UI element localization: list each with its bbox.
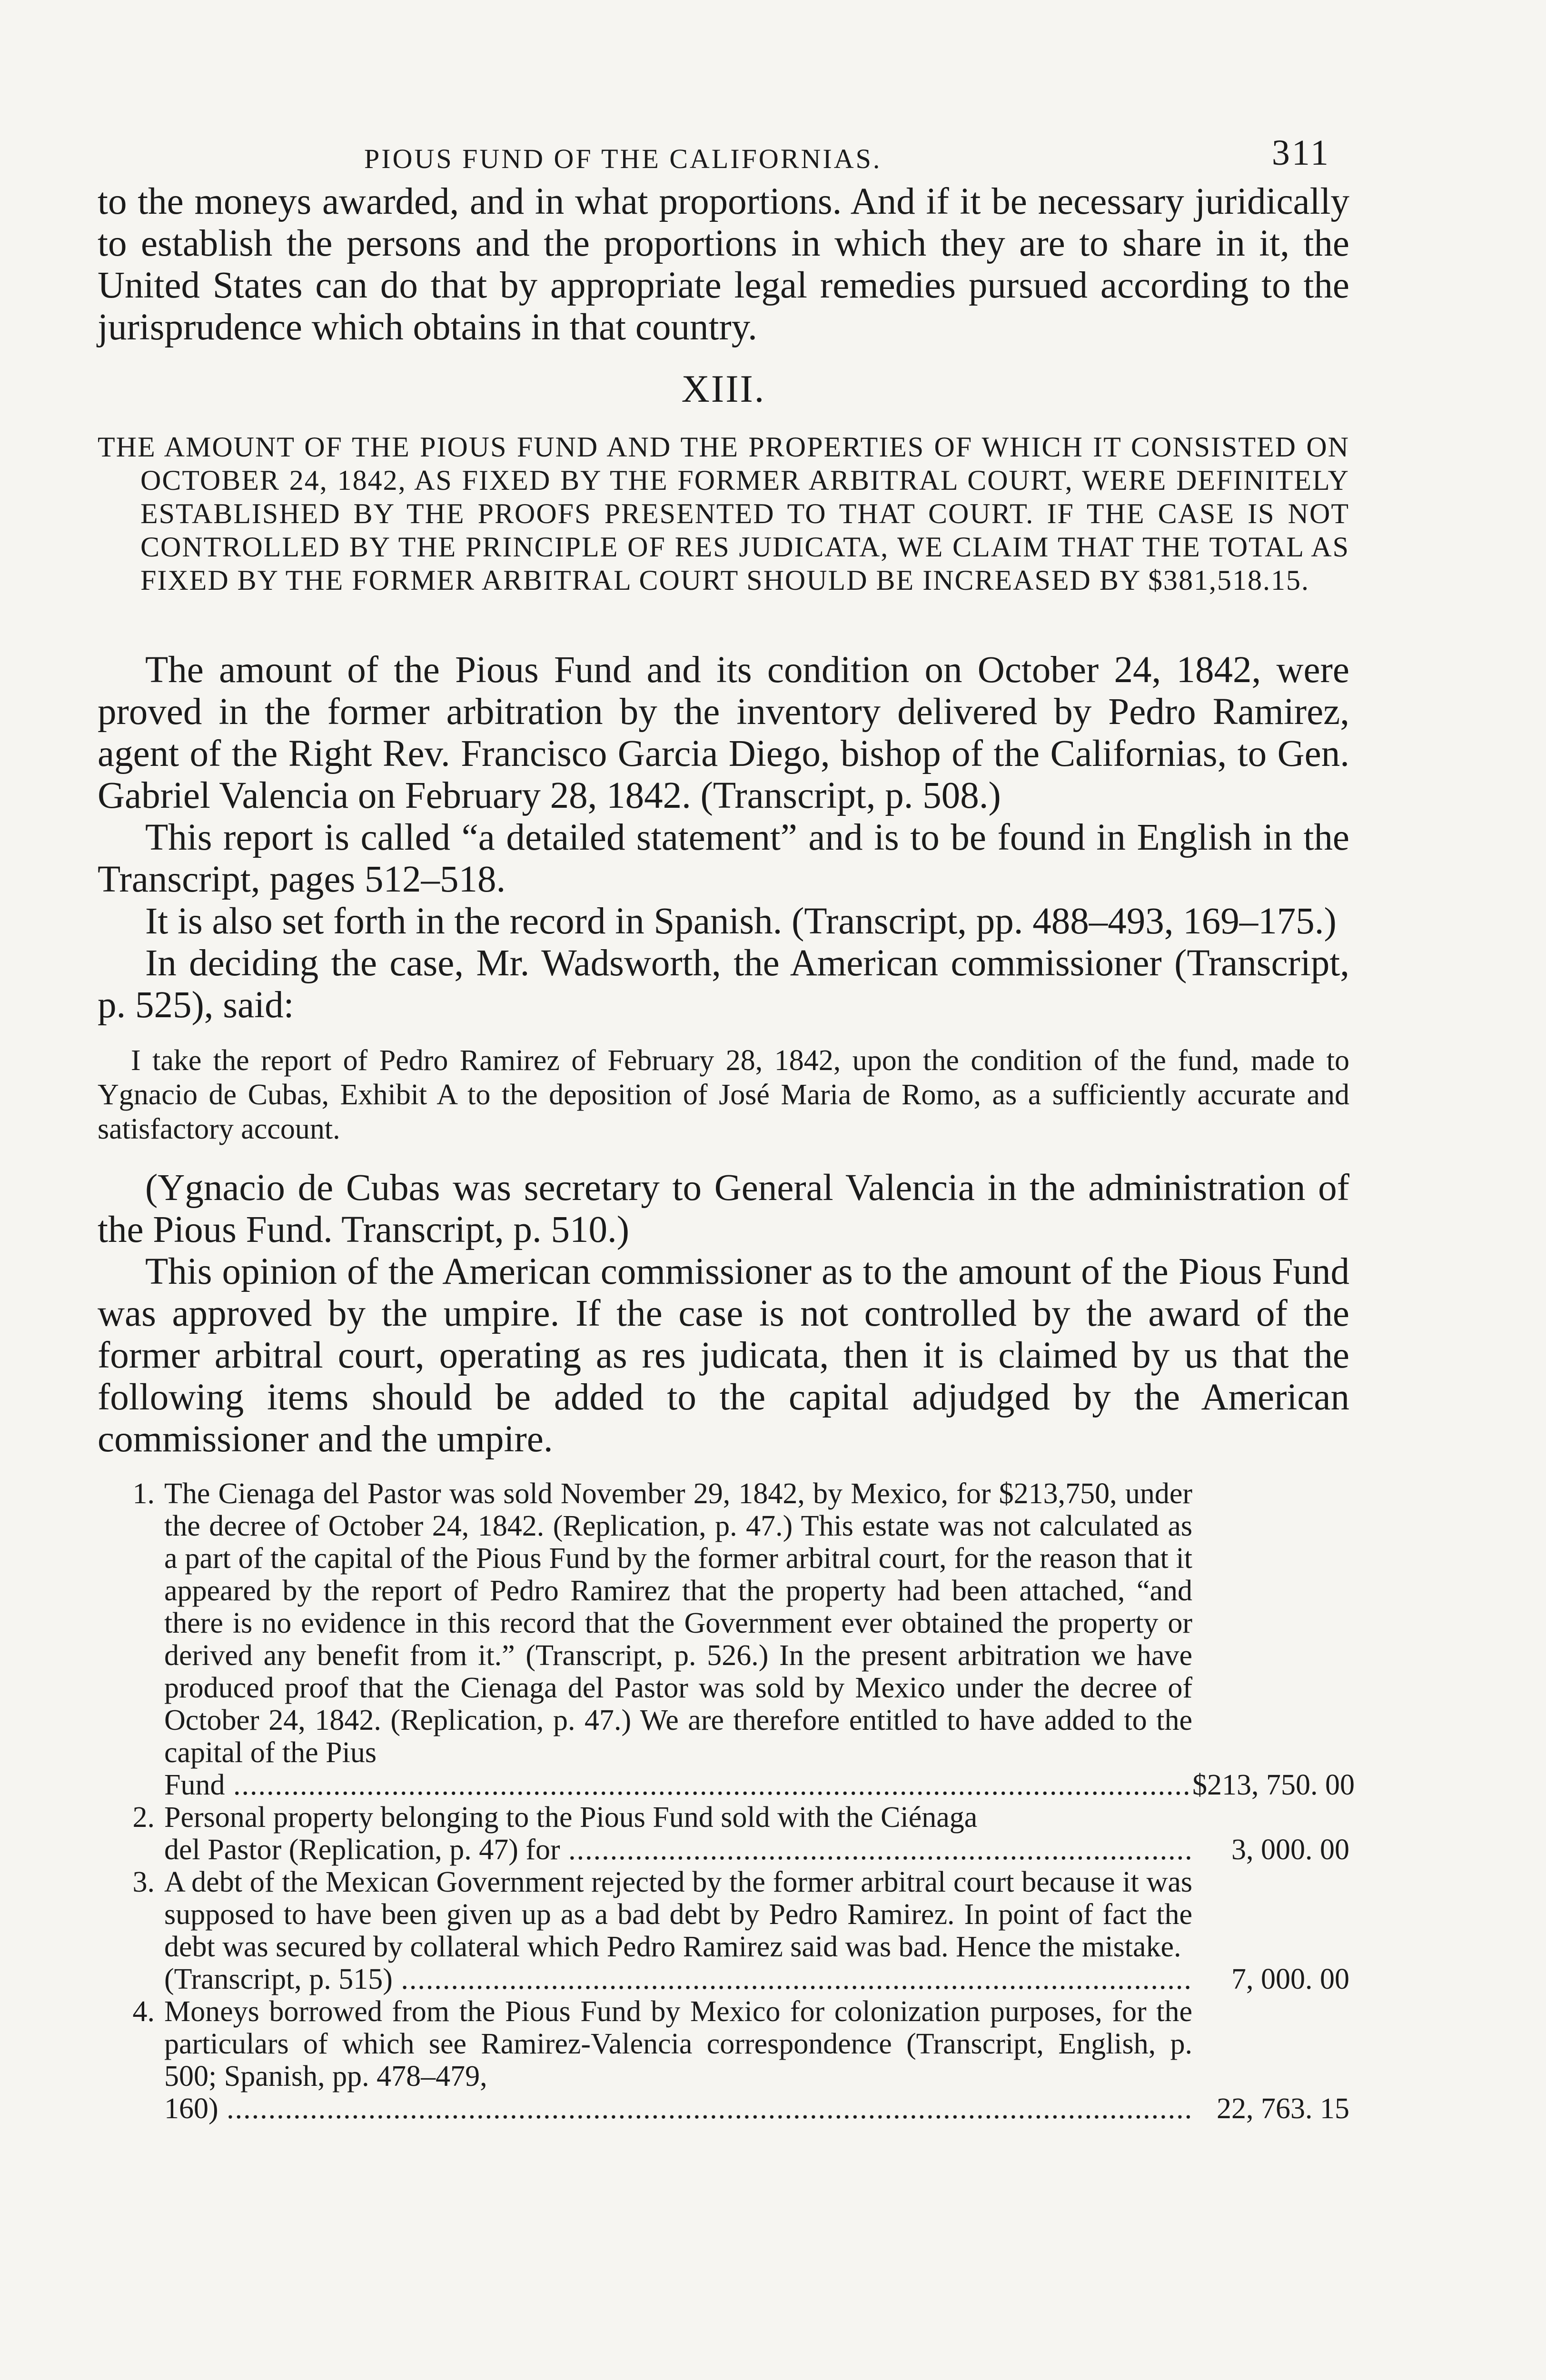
paragraph-continued: to the moneys awarded, and in what proportions. And if it be necessary juridically to establish the persons and the proportions in which they are to share in it, the United States can do that by appropriate legal remedies pursued according to the jurisprudence which obtains in that country.: [98, 181, 1349, 348]
item-text: [164, 1801, 1192, 1866]
item-amount: 7, 000. 00: [1231, 1963, 1349, 1995]
item-text: [164, 1866, 1192, 1995]
list-item: [98, 1478, 1355, 1801]
paragraph: (Ygnacio de Cubas was secretary to General Valencia in the administration of the Pious Fund. Transcript, p. 510.): [98, 1167, 1349, 1250]
item-number: 2.: [132, 1801, 155, 1834]
section-number: XIII.: [681, 367, 766, 410]
list-item: [98, 1801, 1349, 1866]
item-description: Moneys borrowed from the Pious Fund by Mexico for colonization purposes, for the particulars of which see Ramirez-Valencia correspondence (Transcript, English, p. 500; Spanish, pp. 478–479,: [164, 1995, 1192, 2092]
item-amount: 22, 763. 15: [1217, 2092, 1349, 2125]
item-last-line: Fund .....: [164, 1769, 1192, 1801]
list-item: [98, 1995, 1349, 2125]
item-description: The Cienaga del Pastor was sold November 29, 1842, by Mexico, for $213,750, under the decree of October 24, 1842. (Replication, p. 47.) This estate was not calculated as a part of the capital of the Pious Fund by the former arbitral court, for the reason that it appeared by the report of Pedro Ramirez that the property had been attached, “and there is no evidence in this record that the Government ever obtained the property or derived any benefit from it.” (Transcript, p. 526.) In the present arbitration we have produced proof that the Cienaga del Pastor was sold by Mexico under the decree of October 24, 1842. (Replication, p. 47.) We are therefore entitled to have added to the capital of the Pius: [164, 1478, 1192, 1769]
running-head: [98, 119, 1349, 181]
block-quote: I take the report of Pedro Ramirez of February 28, 1842, upon the condition of the fund, made to Ygnacio de Cubas, Exhibit A to the deposition of José Maria de Romo, as a sufficiently accurate and satisfactory account.: [98, 1044, 1349, 1145]
section-heading: THE AMOUNT OF THE PIOUS FUND AND THE PROPERTIES OF WHICH IT CONSISTED ON OCTOBER 24, 1842, AS FIXED BY THE FORMER ARBITRAL COURT, WERE DEFINITELY ESTABLISHED BY THE PROOFS PRESENTED TO THAT COURT. IF THE CASE IS NOT CONTROLLED BY THE PRINCIPLE OF RES JUDICATA, WE CLAIM THAT THE TOTAL AS FIXED BY THE FORMER ARBITRAL COURT SHOULD BE INCREASED BY $381,518.15.: [98, 431, 1349, 596]
paragraph: It is also set forth in the record in Spanish. (Transcript, pp. 488–493, 169–175.): [145, 901, 1337, 942]
item-text: [164, 1478, 1192, 1801]
item-amount: $213, 750. 00: [1192, 1769, 1355, 1801]
item-number: 3.: [132, 1866, 155, 1898]
item-last-line: 160) .....: [164, 2092, 1192, 2125]
item-last-line: del Pastor (Replication, p. 47) for .....: [164, 1834, 1192, 1866]
item-last-line: (Transcript, p. 515) .....: [164, 1963, 1192, 1995]
item-text: [164, 1995, 1192, 2125]
paragraph: The amount of the Pious Fund and its condition on October 24, 1842, were proved in the former arbitration by the inventory delivered by Pedro Ramirez, agent of the Right Rev. Francisco Garcia Diego, bishop of the Californias, to Gen. Gabriel Valencia on February 28, 1842. (Transcript, p. 508.): [98, 649, 1349, 816]
item-number: 1.: [132, 1478, 155, 1510]
item-description: Personal property belonging to the Pious Fund sold with the Ciénaga: [164, 1801, 978, 1834]
paragraph: This report is called “a detailed statement” and is to be found in English in the Transcript, pages 512–518.: [98, 817, 1349, 900]
list-item: [98, 1866, 1349, 1995]
paragraph: In deciding the case, Mr. Wadsworth, the American commissioner (Transcript, p. 525), said:: [98, 942, 1349, 1026]
page-number: 311: [1271, 133, 1330, 173]
item-amount: 3, 000. 00: [1231, 1834, 1349, 1866]
itemized-list: [98, 1478, 1355, 2125]
item-number: 4.: [132, 1995, 155, 2028]
paragraph: This opinion of the American commissioner as to the amount of the Pious Fund was approved by the umpire. If the case is not controlled by the award of the former arbitral court, operating as res judicata, then it is claimed by us that the following items should be added to the capital adjudged by the American commissioner and the umpire.: [98, 1251, 1349, 1460]
item-description: A debt of the Mexican Government rejected by the former arbitral court because it was supposed to have been given up as a bad debt by Pedro Ramirez. In point of fact the debt was secured by collateral which Pedro Ramirez said was bad. Hence the mistake.: [164, 1866, 1192, 1963]
page: [98, 119, 1355, 2125]
running-title: PIOUS FUND OF THE CALIFORNIAS.: [364, 143, 882, 174]
